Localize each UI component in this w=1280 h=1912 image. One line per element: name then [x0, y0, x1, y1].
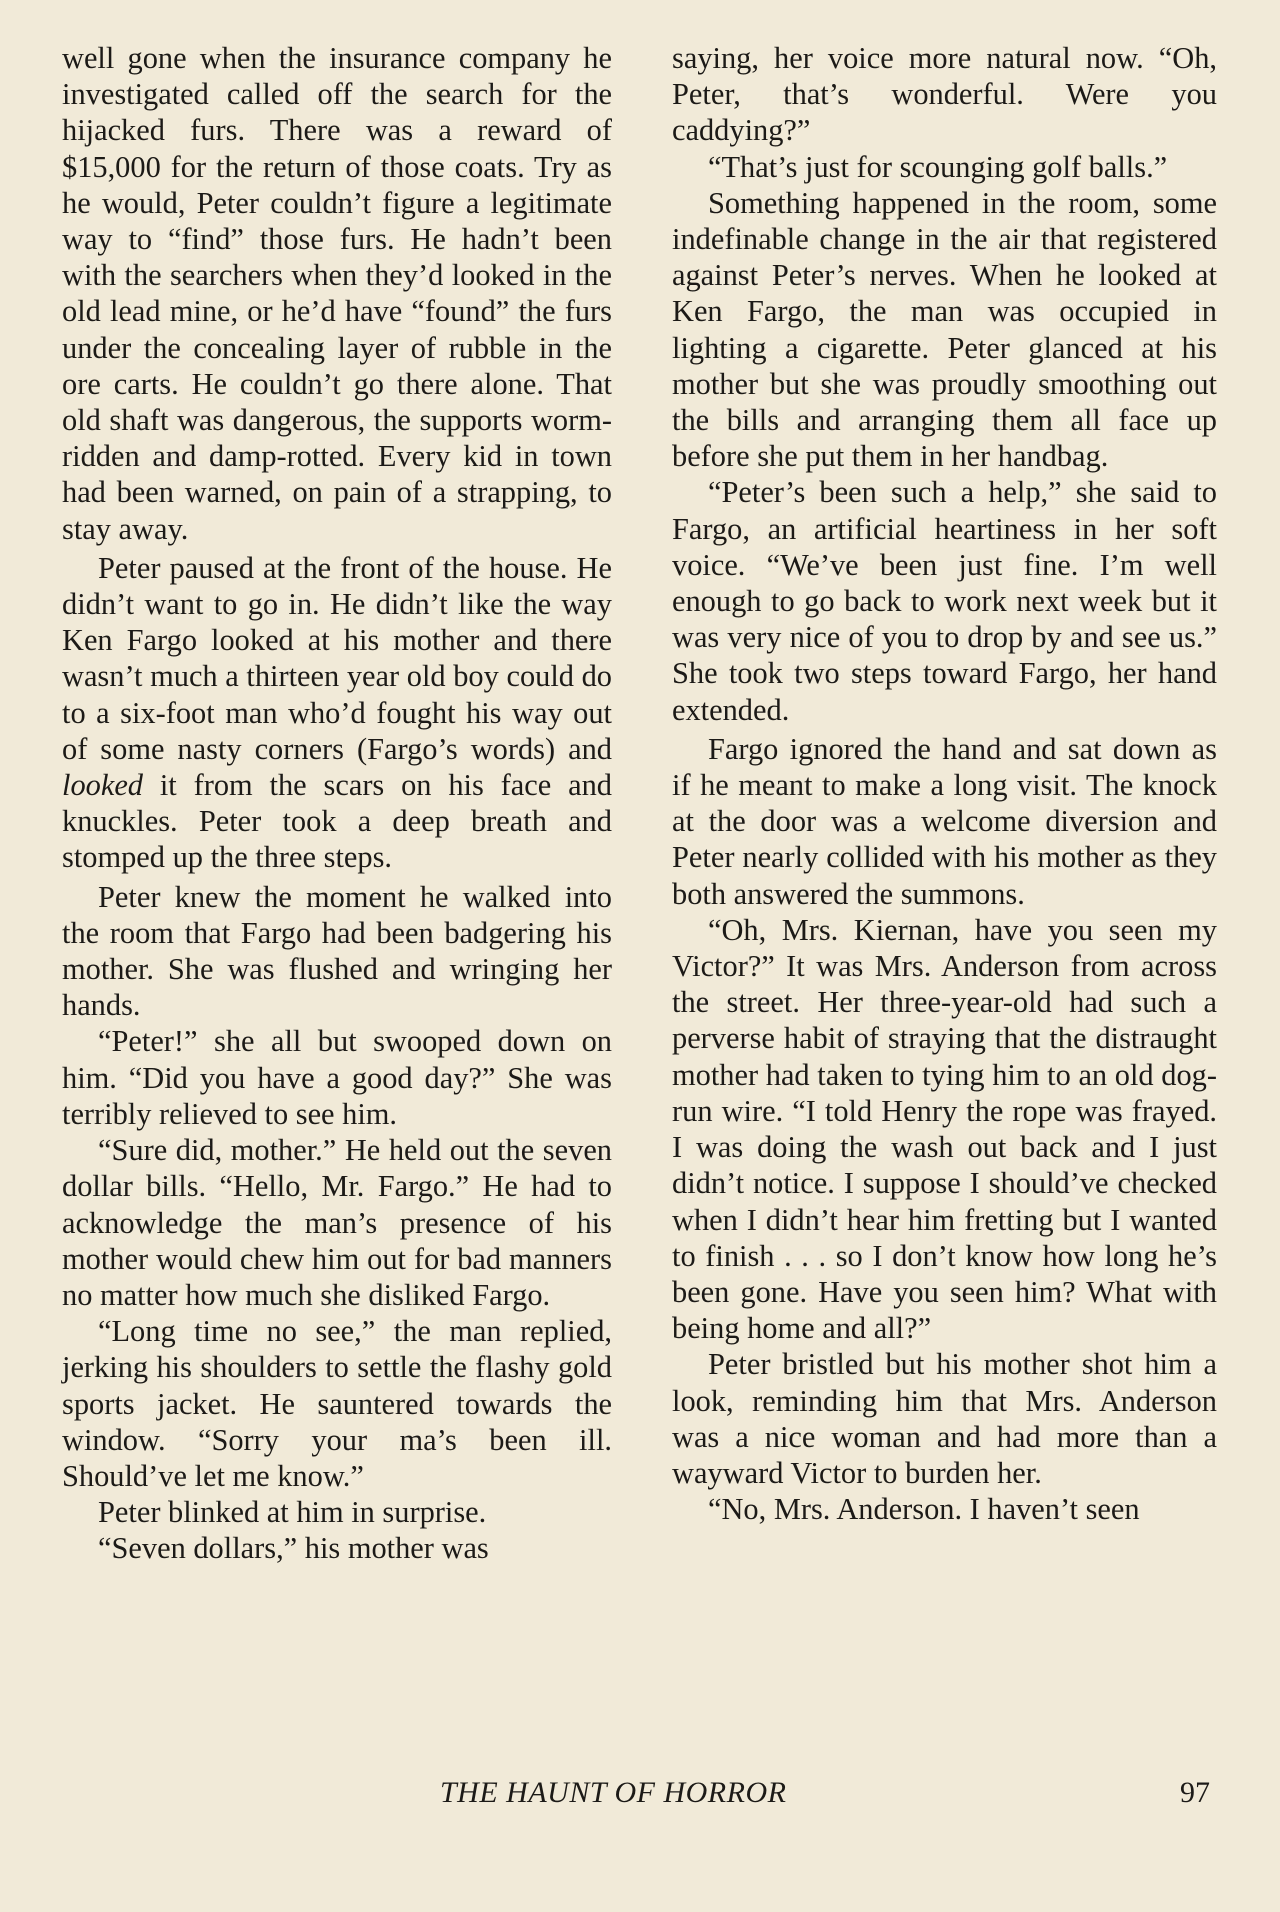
page-footer [0, 1776, 1280, 1816]
paragraph-peter-knew: Peter knew the moment he walked into the room that Fargo had been badgering his mother. She was flushed and wringing her hands. [62, 879, 612, 1023]
paragraph-mrs-anderson: “Oh, Mrs. Kiernan, have you seen my Victor?” It was Mrs. Anderson from across the street. Her three-year-old had such a perverse habit of straying that the distraught mother had taken to tying him to an old dog-run wire. “I told Henry the rope was frayed. I was doing the wash out back and I just didn’t notice. I suppose I should’ve checked when I didn’t hear him fretting but I wanted to finish . . . so I don’t know how long he’s been gone. Have you seen him? What with being home and all?” [672, 912, 1217, 1346]
paragraph-peter-paused [62, 550, 612, 876]
paragraph-peter-bristled: Peter bristled but his mother shot him a look, reminding him that Mrs. Anderson was a nice woman and had more than a wayward Victor to burden her. [672, 1347, 1217, 1490]
paragraph-sure-did: “Sure did, mother.” He held out the seven dollar bills. “Hello, Mr. Fargo.” He had to acknowledge the man’s presence of his mother would chew him out for bad manners no matter how much she disliked Fargo. [62, 1133, 612, 1312]
text-run: it from the scars on his face and knuckles. Peter took a deep breath and stomped up the three steps. [62, 768, 612, 875]
paragraph-seven-dollars: “Seven dollars,” his mother was [98, 1531, 489, 1566]
paragraph-no-mrs-anderson: “No, Mrs. Anderson. I haven’t seen [708, 1492, 1140, 1527]
paragraph-peters-been: “Peter’s been such a help,” she said to Fargo, an artificial heartiness in her soft voice. “We’ve been just fine. I’m well enough to go back to work next week but it was very nice of you to drop by and see us.” She took two steps toward Fargo, her hand extended. [672, 475, 1217, 727]
paragraph-scounging: “That’s just for scounging golf balls.” [708, 149, 1168, 184]
paragraph-fargo-ignored: Fargo ignored the hand and sat down as if he meant to make a long visit. The knock at the door was a welcome diversion and Peter nearly collided with his mother as they both answered the summons. [672, 731, 1217, 911]
paragraph-something-happened: Something happened in the room, some indefinable change in the air that registered against Peter’s nerves. When he looked at Ken Fargo, the man was occupied in lighting a cigarette. Peter glanced at his mother but she was proudly smoothing out the bills and arranging them all face up before she put them in her handbag. [672, 185, 1217, 474]
paragraph-peter-blinked: Peter blinked at him in surprise. [98, 1495, 487, 1530]
left-column [62, 40, 612, 1567]
paragraph-long-time: “Long time no see,” the man replied, jerking his shoulders to settle the flashy gold sports jacket. He sauntered towards the window. “Sorry your ma’s been ill. Should’ve let me know.” [62, 1314, 612, 1493]
text-run: Peter paused at the front of the house. He didn’t want to go in. He didn’t like the way Ken Fargo looked at his mother and there wasn’t much a thirteen year old boy could do to a six-foot man who’d fought his way out of some nasty corners (Fargo’s words) and [62, 550, 612, 766]
paragraph-continued: saying, her voice more natural now. “Oh, Peter, that’s wonderful. Were you caddying?” [672, 41, 1217, 148]
emphasis-looked: looked [62, 768, 144, 803]
page-number: 97 [1180, 1776, 1210, 1809]
running-title: THE HAUNT OF HORROR [440, 1776, 787, 1809]
right-column [672, 40, 1217, 1527]
paragraph-peter-swooped: “Peter!” she all but swooped down on him. “Did you have a good day?” She was terribly relieved to see him. [62, 1024, 612, 1131]
paragraph-continued: well gone when the insurance company he investigated called off the search for the hijacked furs. There was a reward of $15,000 for the return of those coats. Try as he would, Peter couldn’t figure a legitimate way to “find” those furs. He hadn’t been with the searchers when they’d looked in the old lead mine, or he’d have “found” the furs under the concealing layer of rubble in the ore carts. He couldn’t go there alone. That old shaft was dangerous, the supports worm-ridden and damp-rotted. Every kid in town had been warned, on pain of a strapping, to stay away. [62, 41, 612, 546]
